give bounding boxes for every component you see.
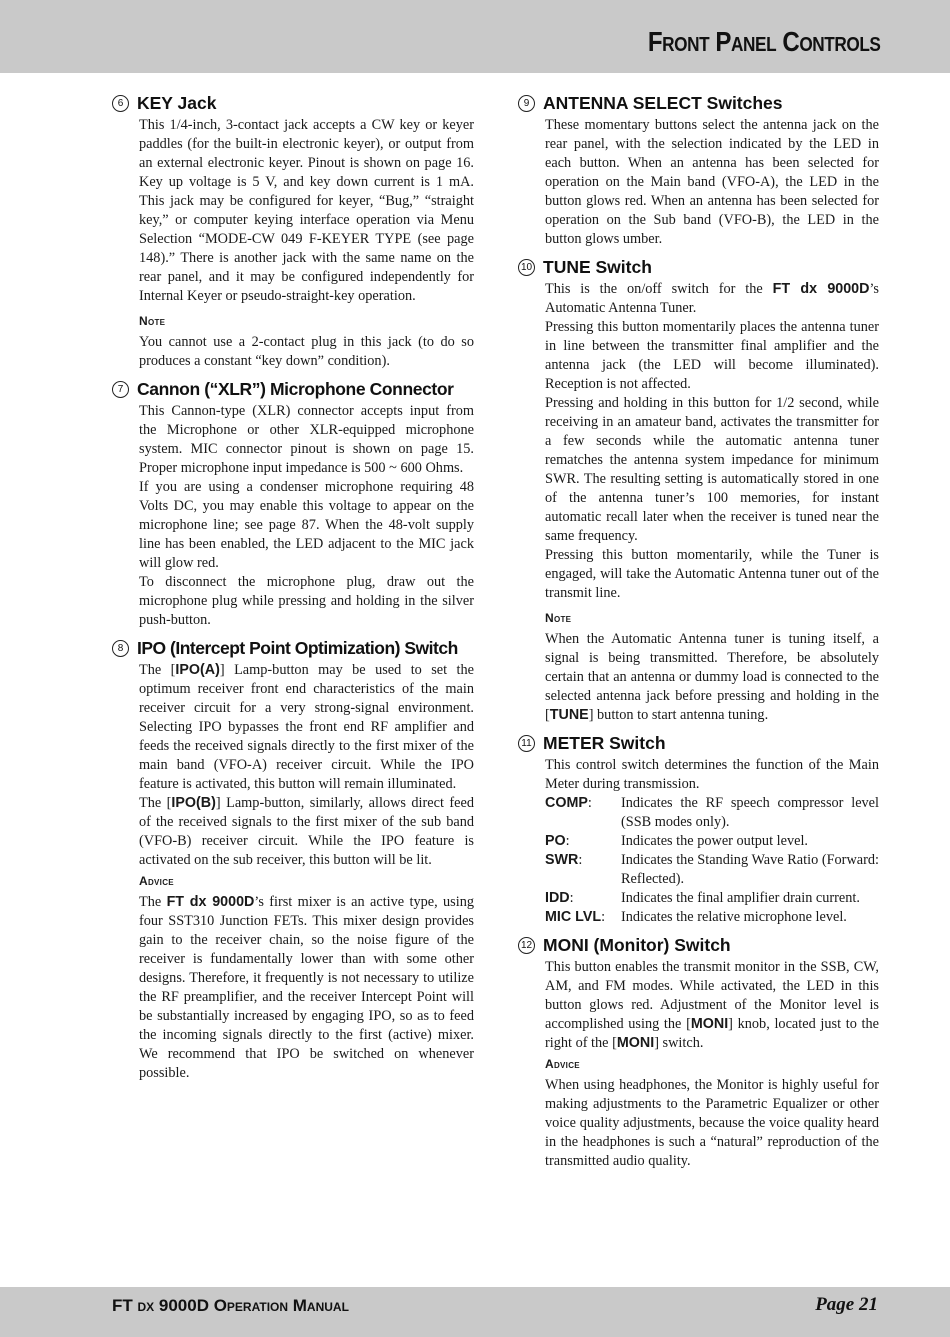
- section-title: KEY Jack: [137, 92, 217, 113]
- meter-key: COMP: [545, 795, 588, 811]
- meter-key: MIC LVL: [545, 909, 602, 925]
- advice-label: Advice: [545, 1057, 580, 1071]
- section-number: 12: [518, 937, 535, 954]
- model-name: FT dx 9000D: [166, 894, 255, 910]
- section-number: 11: [518, 735, 535, 752]
- section-cannon-connector: [112, 377, 474, 630]
- paragraph: The [IPO(A)] Lamp-button may be used to set the optimum receiver front end characteristics of the main receiver circuit for a very strong-signal environment. Selecting IPO bypasses the front end RF amplifier and feeds the received signals directly to the first mixer of the main band (VFO-A) receiver circuit. While the IPO feature is activated, this button will remain illuminated.: [139, 662, 474, 792]
- meter-desc: Indicates the power output level.: [621, 833, 808, 849]
- paragraph: If you are using a condenser microphone requiring 48 Volts DC, you may enable this voltage to appear on the microphone line; see page 87. When the 48-volt supply line has been enabled, the LED adjacent to the MIC jack will glow red.: [139, 479, 474, 571]
- section-heading: [518, 91, 879, 115]
- section-title: MONI (Monitor) Switch: [543, 934, 731, 955]
- advice-text: When using headphones, the Monitor is highly useful for making adjustments to the Parametric Equalizer or other voice quality adjustments, because the voice quality heard in the headphones is such a “natural” reproduction of the transmitted audio quality.: [545, 1077, 879, 1169]
- paragraph: This Cannon-type (XLR) connector accepts input from the Microphone or other XLR-equipped microphone system. MIC connector pinout is shown on page 15. Proper microphone input impedance is 500 ~ 600 Ohms.: [139, 403, 474, 476]
- right-column: [518, 91, 879, 1177]
- section-title: TUNE Switch: [543, 256, 652, 277]
- advice-text: The FT dx 9000D’s first mixer is an active type, using four SST310 Junction FETs. This mixer design provides gain to the receiver chain, so the noise figure of the receiver is fundamentally lower than with some other designs. Therefore, it frequently is not necessary to utilize the RF preamplifier, and the receiver Intercept Point will be substantially increased by engaging IPO, so as to feed the incoming signals directly to the first (active) mixer. We recommend that IPO be switched on whenever possible.: [139, 894, 474, 1081]
- footer-manual-title: FT dx 9000D Operation Manual: [112, 1296, 349, 1315]
- paragraph: To disconnect the microphone plug, draw out the microphone plug while pressing and holding in the silver push-button.: [139, 574, 474, 628]
- section-heading: [518, 255, 879, 279]
- section-meter-switch: [518, 731, 879, 927]
- section-title: METER Switch: [543, 732, 666, 753]
- paragraph: This control switch determines the function of the Main Meter during transmission.: [545, 757, 879, 792]
- ipo-a-key-label: IPO(A): [175, 662, 220, 678]
- paragraph: The [IPO(B)] Lamp-button, similarly, allows direct feed of the received signals to the first mixer of the sub band (VFO-B) receiver circuit. While the IPO feature is activated on the sub receiver, this button will be lit.: [139, 795, 474, 868]
- section-ipo-switch: [112, 636, 474, 1083]
- section-number: 6: [112, 95, 129, 112]
- meter-desc: Indicates the Standing Wave Ratio (Forward: Reflected).: [621, 852, 879, 887]
- meter-key: PO: [545, 833, 566, 849]
- note-text: You cannot use a 2-contact plug in this jack (to do so produces a constant “key down” condition).: [139, 334, 474, 369]
- meter-item: SWR: Indicates the Standing Wave Ratio (Forward: Reflected).: [545, 852, 879, 887]
- meter-desc: Indicates the RF speech compressor level (SSB modes only).: [621, 795, 879, 830]
- section-heading: [518, 933, 879, 957]
- meter-item: MIC LVL: Indicates the relative microphone level.: [545, 908, 879, 927]
- note-text: When the Automatic Antenna tuner is tuning itself, a signal is being transmitted. Therefore, be absolutely certain that an antenna or dummy load is connected to the selected antenna jack before pressing and holding in the [TUNE] button to start antenna tuning.: [545, 631, 879, 723]
- section-title: IPO (Intercept Point Optimization) Switch: [137, 637, 458, 658]
- meter-key: IDD: [545, 890, 570, 906]
- meter-item: PO: Indicates the power output level.: [545, 832, 879, 851]
- advice-label: Advice: [139, 874, 174, 888]
- meter-desc: Indicates the relative microphone level.: [621, 909, 847, 925]
- meter-list: [545, 794, 879, 927]
- ipo-b-key-label: IPO(B): [171, 795, 216, 811]
- meter-desc: Indicates the final amplifier drain current.: [621, 890, 860, 906]
- section-moni-switch: [518, 933, 879, 1171]
- page-header-title: Front Panel Controls: [647, 26, 880, 57]
- paragraph: Pressing and holding in this button for 1/2 second, while receiving in an amateur band, activates the transmitter for a few seconds while the automatic antenna tuner rematches the antenna system impedance for minimum SWR. The resulting setting is automatically stored in one of the antenna tuner’s 100 memories, for instant automatic recall later when the receiver is tuned near the same frequency.: [545, 395, 879, 544]
- note-label: Note: [139, 314, 166, 328]
- meter-key: SWR: [545, 852, 579, 868]
- paragraph: Pressing this button momentarily places the antenna tuner in line between the transmitter final amplifier and the antenna jack (the LED will become illuminated). Reception is not affected.: [545, 319, 879, 392]
- moni-key-label: MONI: [616, 1035, 655, 1051]
- meter-item: COMP: Indicates the RF speech compressor level (SSB modes only).: [545, 795, 879, 830]
- left-column: [112, 91, 474, 1089]
- section-key-jack: [112, 91, 474, 371]
- section-number: 8: [112, 640, 129, 657]
- section-heading: [112, 377, 474, 401]
- page-number: Page 21: [815, 1294, 878, 1315]
- paragraph: Pressing this button momentarily, while the Tuner is engaged, will take the Automatic Antenna tuner out of the transmit line.: [545, 547, 879, 601]
- section-title: Cannon (“XLR”) Microphone Connector: [137, 378, 454, 399]
- section-title: ANTENNA SELECT Switches: [543, 92, 783, 113]
- section-number: 9: [518, 95, 535, 112]
- section-heading: [112, 91, 474, 115]
- moni-key-label: MONI: [690, 1016, 729, 1032]
- section-antenna-select: [518, 91, 879, 249]
- model-name: FT dx 9000D: [772, 281, 870, 297]
- section-tune-switch: [518, 255, 879, 725]
- tune-key-label: TUNE: [549, 707, 589, 723]
- section-number: 7: [112, 381, 129, 398]
- paragraph: This button enables the transmit monitor in the SSB, CW, AM, and FM modes. While activated, the LED in this button glows red. Adjustment of the Monitor level is accomplished using the [MONI] knob, located just to the right of the [MONI] switch.: [545, 959, 879, 1051]
- paragraph: These momentary buttons select the antenna jack on the rear panel, with the selection indicated by the LED in each button. When an antenna has been selected for operation on the Main band (VFO-A), the LED in the button glows red. When an antenna has been selected for operation on the Sub band (VFO-B), the LED in the button glows umber.: [545, 117, 879, 247]
- paragraph: This 1/4-inch, 3-contact jack accepts a CW key or keyer paddles (for the built-in electronic keyer), or output from an external electronic keyer. Pinout is shown on page 16. Key up voltage is 5 V, and key down current is 1 mA. This jack may be configured for keyer, “Bug,” “straight key,” or computer keying interface operation via Menu Selection “MODE-CW 049 F-KEYER TYPE (see page 148).” There is another jack with the same name on the rear panel, and it may be configured independently for Internal Keyer or pseudo-straight-key operation.: [139, 117, 474, 304]
- section-heading: [518, 731, 879, 755]
- paragraph: This is the on/off switch for the FT dx 9000D’s Automatic Antenna Tuner.: [545, 281, 879, 316]
- section-heading: [112, 636, 474, 660]
- note-label: Note: [545, 611, 572, 625]
- section-number: 10: [518, 259, 535, 276]
- meter-item: IDD: Indicates the final amplifier drain current.: [545, 889, 879, 908]
